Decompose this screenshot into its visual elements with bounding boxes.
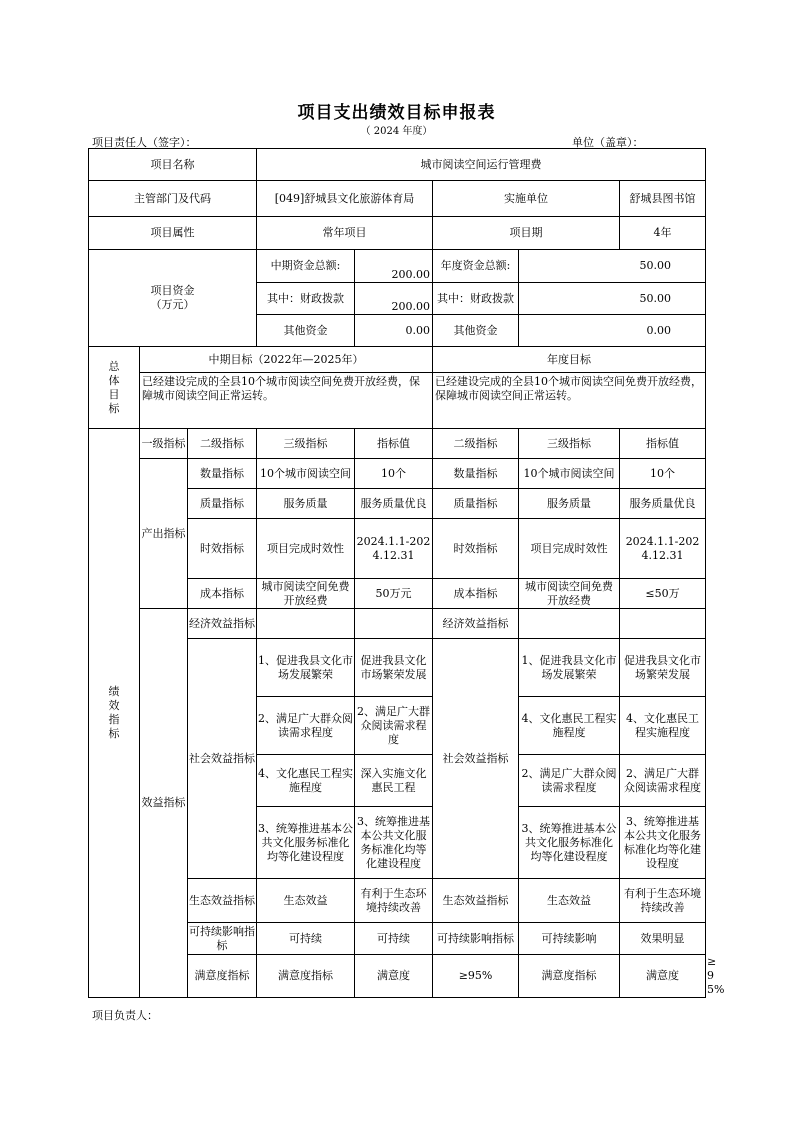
cost-value: 50万元 bbox=[355, 579, 433, 609]
eco-l3: 生态效益 bbox=[257, 879, 355, 923]
social-left-2-l3: 2、满足广大群众阅读需求程度 bbox=[257, 697, 355, 755]
social-left-1-value: 促进我县文化市场繁荣发展 bbox=[355, 639, 433, 697]
econ-value bbox=[355, 609, 433, 639]
year-total-value: 50.00 bbox=[519, 250, 706, 283]
qty-l3: 10个城市阅读空间 bbox=[257, 459, 355, 489]
time-value-b: 2024.1.1-2024.12.31 bbox=[620, 519, 706, 579]
project-attr-label: 项目属性 bbox=[89, 217, 257, 250]
social-right-2-l3: 4、文化惠民工程实施程度 bbox=[519, 697, 620, 755]
eco-l2: 生态效益指标 bbox=[188, 879, 257, 923]
impl-unit-label: 实施单位 bbox=[433, 181, 620, 217]
project-name-value: 城市阅读空间运行管理费 bbox=[257, 149, 706, 181]
social-right-3-value: 2、满足广大群众阅读需求程度 bbox=[620, 755, 706, 807]
sust-value-b: 效果明显 bbox=[620, 923, 706, 955]
unit-seal-label: 单位（盖章）： bbox=[572, 136, 644, 149]
year-other-value: 0.00 bbox=[519, 315, 706, 347]
output-indicator-label: 产出指标 bbox=[140, 459, 188, 609]
social-right-4-value: 3、统筹推进基本公共文化服务标准化均等化建设程度 bbox=[620, 807, 706, 879]
social-left-3-value: 深入实施文化惠民工程 bbox=[355, 755, 433, 807]
time-l3-b: 项目完成时效性 bbox=[519, 519, 620, 579]
effect-indicator-label: 效益指标 bbox=[140, 609, 188, 998]
perf-indicator-label: 绩效指标 bbox=[89, 429, 140, 998]
sust-value: 可持续 bbox=[355, 923, 433, 955]
cost-l2-b: 成本指标 bbox=[433, 579, 519, 609]
year-total-label: 年度资金总额: bbox=[433, 250, 519, 283]
qual-l3: 服务质量 bbox=[257, 489, 355, 519]
mid-other-value: 0.00 bbox=[355, 315, 433, 347]
funds-label-text: 项目资金 bbox=[150, 284, 195, 297]
owner-signature-label: 项目责任人（签字）： bbox=[92, 136, 197, 149]
qty-value-b: 10个 bbox=[620, 459, 706, 489]
sust-l3: 可持续 bbox=[257, 923, 355, 955]
social-right-4-l3: 3、统筹推进基本公共文化服务标准化均等化建设程度 bbox=[519, 807, 620, 879]
header-level3-b: 三级指标 bbox=[519, 429, 620, 459]
qty-l3-b: 10个城市阅读空间 bbox=[519, 459, 620, 489]
cost-l3-b: 城市阅读空间免费开放经费 bbox=[519, 579, 620, 609]
performance-goal-table: 项目名称 城市阅读空间运行管理费 主管部门及代码 [049]舒城县文化旅游体育局 实施单位 舒城县图书馆 项目属性 常年项目 项目期 4年 项目资金 （万元） 中期资金总额: 200.00 年度资金总额: 50.00 其中：财政拨款 200.00 其中：财政拨款 50.00 其他资金 0.00 其他资金 0.00 总体目标 中期目标（2022年—2025年） 年度目标 已经建设完成的全县10个城市阅读空间免费开放经费，保障城市阅读空间正常运转。 已经建设完成的全县10个城市阅读空间免费开放经费，保障城市阅读空间正常运转。 绩效指标 一级指标 二级指标 三级指标 指标值 二级指标 三级指标 指标值 产出指标 数量指标 10个城市阅读空间 10个 数量指标 10个城市阅读空间 10个 质量指标 服务质量 服务质量优良 质量指标 服务质量 服务质量优良 时效指标 项目完成时效性 2024.1.1-2024.12.31 时效指标 项目完成时效性 2024.1.1-2024.12.31 成本指标 城市阅读空间免费开放经费 50万元 成本指标 城市阅读空间免费开放经费 ≤50万 效益指标 经济效益指标 经济效益指标 社会效益指标 1、促进我县文化市场发展繁荣 促进我县文化市场繁荣发展 社会效益指标 1、促进我县文化市场发展繁荣 促进我县文化市场繁荣发展 2、满足广大群众阅读需求程度 2、满足广大群众阅读需求程度 4、文化惠民工程实施程度 4、文化惠民工程实施程度 4、文化惠民工程实施程度 深入实施文化惠民工程 2、满足广大群众阅读需求程度 2、满足广大群众阅读需求程度 3、统筹推进基本公共文化服务标准化均等化建设程度 3、统筹推进基本公共文化服务标准化均等化建设程度 3、统筹推进基本公共文化服务标准化均等化建设程度 3、统筹推进基本公共文化服务标准化均等化建设程度 生态效益指标 生态效益 有利于生态环境持续改善 生态效益指标 生态效益 有利于生态环境持续改善 可持续影响指标 可持续 可持续 可持续影响指标 可持续影响 效果明显 满意度指标 满意度指标 满意度 ≥95% 满意度指标 满意度 ≥95% bbox=[88, 148, 706, 998]
social-left-1-l3: 1、促进我县文化市场发展繁荣 bbox=[257, 639, 355, 697]
eco-value-b: 有利于生态环境持续改善 bbox=[620, 879, 706, 923]
qty-value: 10个 bbox=[355, 459, 433, 489]
econ-l2: 经济效益指标 bbox=[188, 609, 257, 639]
year-fin-label: 其中：财政拨款 bbox=[433, 283, 519, 315]
funds-unit: （万元） bbox=[150, 298, 195, 311]
cost-l2: 成本指标 bbox=[188, 579, 257, 609]
mid-total-value: 200.00 bbox=[355, 250, 433, 283]
mid-fin-value: 200.00 bbox=[355, 283, 433, 315]
overall-goal-label: 总体目标 bbox=[89, 347, 140, 429]
project-attr-value: 常年项目 bbox=[257, 217, 433, 250]
year-goal-header: 年度目标 bbox=[433, 347, 706, 373]
year-fin-value: 50.00 bbox=[519, 283, 706, 315]
dept-label: 主管部门及代码 bbox=[89, 181, 257, 217]
year-other-label: 其他资金 bbox=[433, 315, 519, 347]
satisfaction-label: 满意度指标 bbox=[188, 955, 257, 998]
social-right-1-l3: 1、促进我县文化市场发展繁荣 bbox=[519, 639, 620, 697]
sat-l2: 满意度指标 bbox=[257, 955, 355, 998]
header-value-b: 指标值 bbox=[620, 429, 706, 459]
sat-l3-b: 满意度 bbox=[620, 955, 706, 998]
doc-title: 项目支出绩效目标申报表 bbox=[297, 103, 496, 123]
doc-year: （ 2024 年度） bbox=[360, 126, 433, 137]
header-value: 指标值 bbox=[355, 429, 433, 459]
social-left-2-value: 2、满足广大群众阅读需求程度 bbox=[355, 697, 433, 755]
econ-l2-b: 经济效益指标 bbox=[433, 609, 519, 639]
qual-value-b: 服务质量优良 bbox=[620, 489, 706, 519]
qual-value: 服务质量优良 bbox=[355, 489, 433, 519]
qual-l3-b: 服务质量 bbox=[519, 489, 620, 519]
header-level2: 二级指标 bbox=[188, 429, 257, 459]
econ-l3-b bbox=[519, 609, 620, 639]
social-right-1-value: 促进我县文化市场繁荣发展 bbox=[620, 639, 706, 697]
impl-unit-value: 舒城县图书馆 bbox=[620, 181, 706, 217]
time-l3: 项目完成时效性 bbox=[257, 519, 355, 579]
project-name-label: 项目名称 bbox=[89, 149, 257, 181]
sust-l2: 可持续影响指标 bbox=[188, 923, 257, 955]
qual-l2-b: 质量指标 bbox=[433, 489, 519, 519]
econ-value-b bbox=[620, 609, 706, 639]
sat-l3: 满意度 bbox=[355, 955, 433, 998]
social-right-3-l3: 2、满足广大群众阅读需求程度 bbox=[519, 755, 620, 807]
eco-value: 有利于生态环境持续改善 bbox=[355, 879, 433, 923]
time-l2: 时效指标 bbox=[188, 519, 257, 579]
project-lead-label: 项目负责人： bbox=[92, 1009, 158, 1022]
header-level3: 三级指标 bbox=[257, 429, 355, 459]
qty-l2: 数量指标 bbox=[188, 459, 257, 489]
funds-label bbox=[89, 250, 257, 347]
project-period-label: 项目期 bbox=[433, 217, 620, 250]
social-left-4-l3: 3、统筹推进基本公共文化服务标准化均等化建设程度 bbox=[257, 807, 355, 879]
sust-l2-b: 可持续影响指标 bbox=[433, 923, 519, 955]
mid-total-label: 中期资金总额: bbox=[257, 250, 355, 283]
eco-l3-b: 生态效益 bbox=[519, 879, 620, 923]
header-level1: 一级指标 bbox=[140, 429, 188, 459]
mid-goal-text: 已经建设完成的全县10个城市阅读空间免费开放经费，保障城市阅读空间正常运转。 bbox=[140, 373, 433, 429]
social-l2: 社会效益指标 bbox=[188, 639, 257, 879]
econ-l3 bbox=[257, 609, 355, 639]
mid-other-label: 其他资金 bbox=[257, 315, 355, 347]
mid-fin-label: 其中：财政拨款 bbox=[257, 283, 355, 315]
social-left-4-value: 3、统筹推进基本公共文化服务标准化均等化建设程度 bbox=[355, 807, 433, 879]
mid-goal-header: 中期目标（2022年—2025年） bbox=[140, 347, 433, 373]
social-l2-b: 社会效益指标 bbox=[433, 639, 519, 879]
time-value: 2024.1.1-2024.12.31 bbox=[355, 519, 433, 579]
dept-value: [049]舒城县文化旅游体育局 bbox=[257, 181, 433, 217]
year-goal-text: 已经建设完成的全县10个城市阅读空间免费开放经费，保障城市阅读空间正常运转。 bbox=[433, 373, 706, 429]
cost-value-b: ≤50万 bbox=[620, 579, 706, 609]
sat-l2-b: 满意度指标 bbox=[519, 955, 620, 998]
qty-l2-b: 数量指标 bbox=[433, 459, 519, 489]
project-period-value: 4年 bbox=[620, 217, 706, 250]
social-left-3-l3: 4、文化惠民工程实施程度 bbox=[257, 755, 355, 807]
time-l2-b: 时效指标 bbox=[433, 519, 519, 579]
social-right-2-value: 4、文化惠民工程实施程度 bbox=[620, 697, 706, 755]
sat-value: ≥95% bbox=[433, 955, 519, 998]
sust-l3-b: 可持续影响 bbox=[519, 923, 620, 955]
header-level2-b: 二级指标 bbox=[433, 429, 519, 459]
eco-l2-b: 生态效益指标 bbox=[433, 879, 519, 923]
cost-l3: 城市阅读空间免费开放经费 bbox=[257, 579, 355, 609]
qual-l2: 质量指标 bbox=[188, 489, 257, 519]
